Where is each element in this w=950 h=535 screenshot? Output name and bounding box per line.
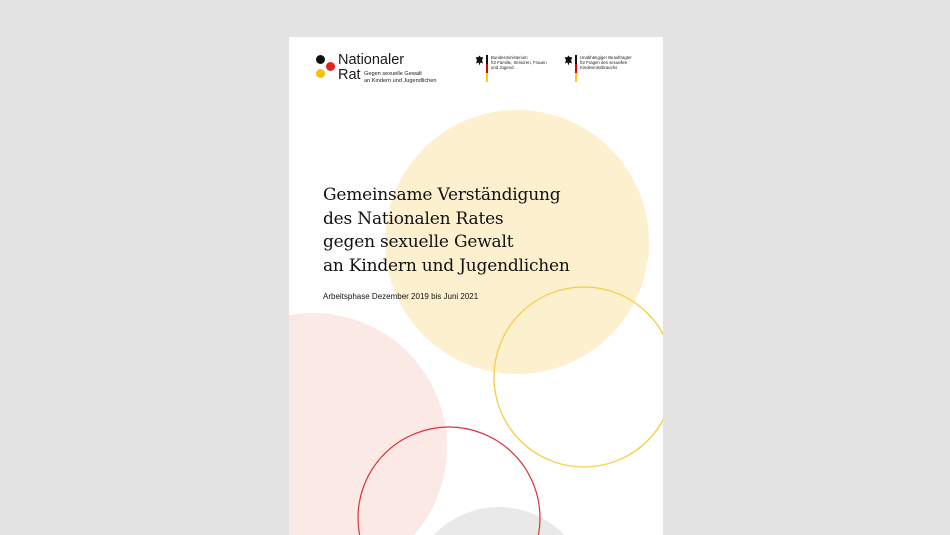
logo-tagline <box>364 71 436 84</box>
document-subtitle: Arbeitsphase Dezember 2019 bis Juni 2021 <box>323 292 479 301</box>
document-cover <box>289 37 663 535</box>
logo-tagline-line2: an Kindern und Jugendlichen <box>364 77 437 84</box>
logo-name-line2: Rat <box>338 67 361 83</box>
pink-filled-circle <box>289 313 447 535</box>
title-line: an Kindern und Jugendlichen <box>323 255 570 276</box>
document-title <box>323 184 570 278</box>
flag-stripe-icon <box>486 55 488 82</box>
ministry-name-line: für Fragen des sexuellen <box>580 60 628 66</box>
logo-dot-black <box>316 55 325 64</box>
decorative-circles <box>289 37 663 535</box>
ministry-name <box>491 55 551 71</box>
ministry-name-line: Kindesmissbrauchs <box>580 65 618 71</box>
logo-dot-red <box>326 62 335 71</box>
flag-stripe-icon <box>575 55 577 82</box>
ministry-name-line: und Jugend <box>491 65 514 71</box>
ministry-name-line: Unabhängiger Beauftragter <box>580 55 632 60</box>
ministry-name-line: Bundesministerium <box>491 55 528 60</box>
title-line: des Nationalen Rates <box>323 208 504 229</box>
federal-eagle-icon <box>564 55 573 66</box>
title-line: Gemeinsame Verständigung <box>323 185 561 205</box>
ministry-name-line: für Familie, Senioren, Frauen <box>491 60 547 66</box>
logo-dot-yellow <box>316 69 325 78</box>
logo-name-line1: Nationaler <box>338 52 405 68</box>
ministry-name <box>580 55 640 71</box>
title-line: gegen sexuelle Gewalt <box>323 232 514 252</box>
grey-filled-circle <box>409 507 589 535</box>
logo-tagline-line1: Gegen sexuelle Gewalt <box>364 71 422 77</box>
federal-eagle-icon <box>475 55 484 66</box>
